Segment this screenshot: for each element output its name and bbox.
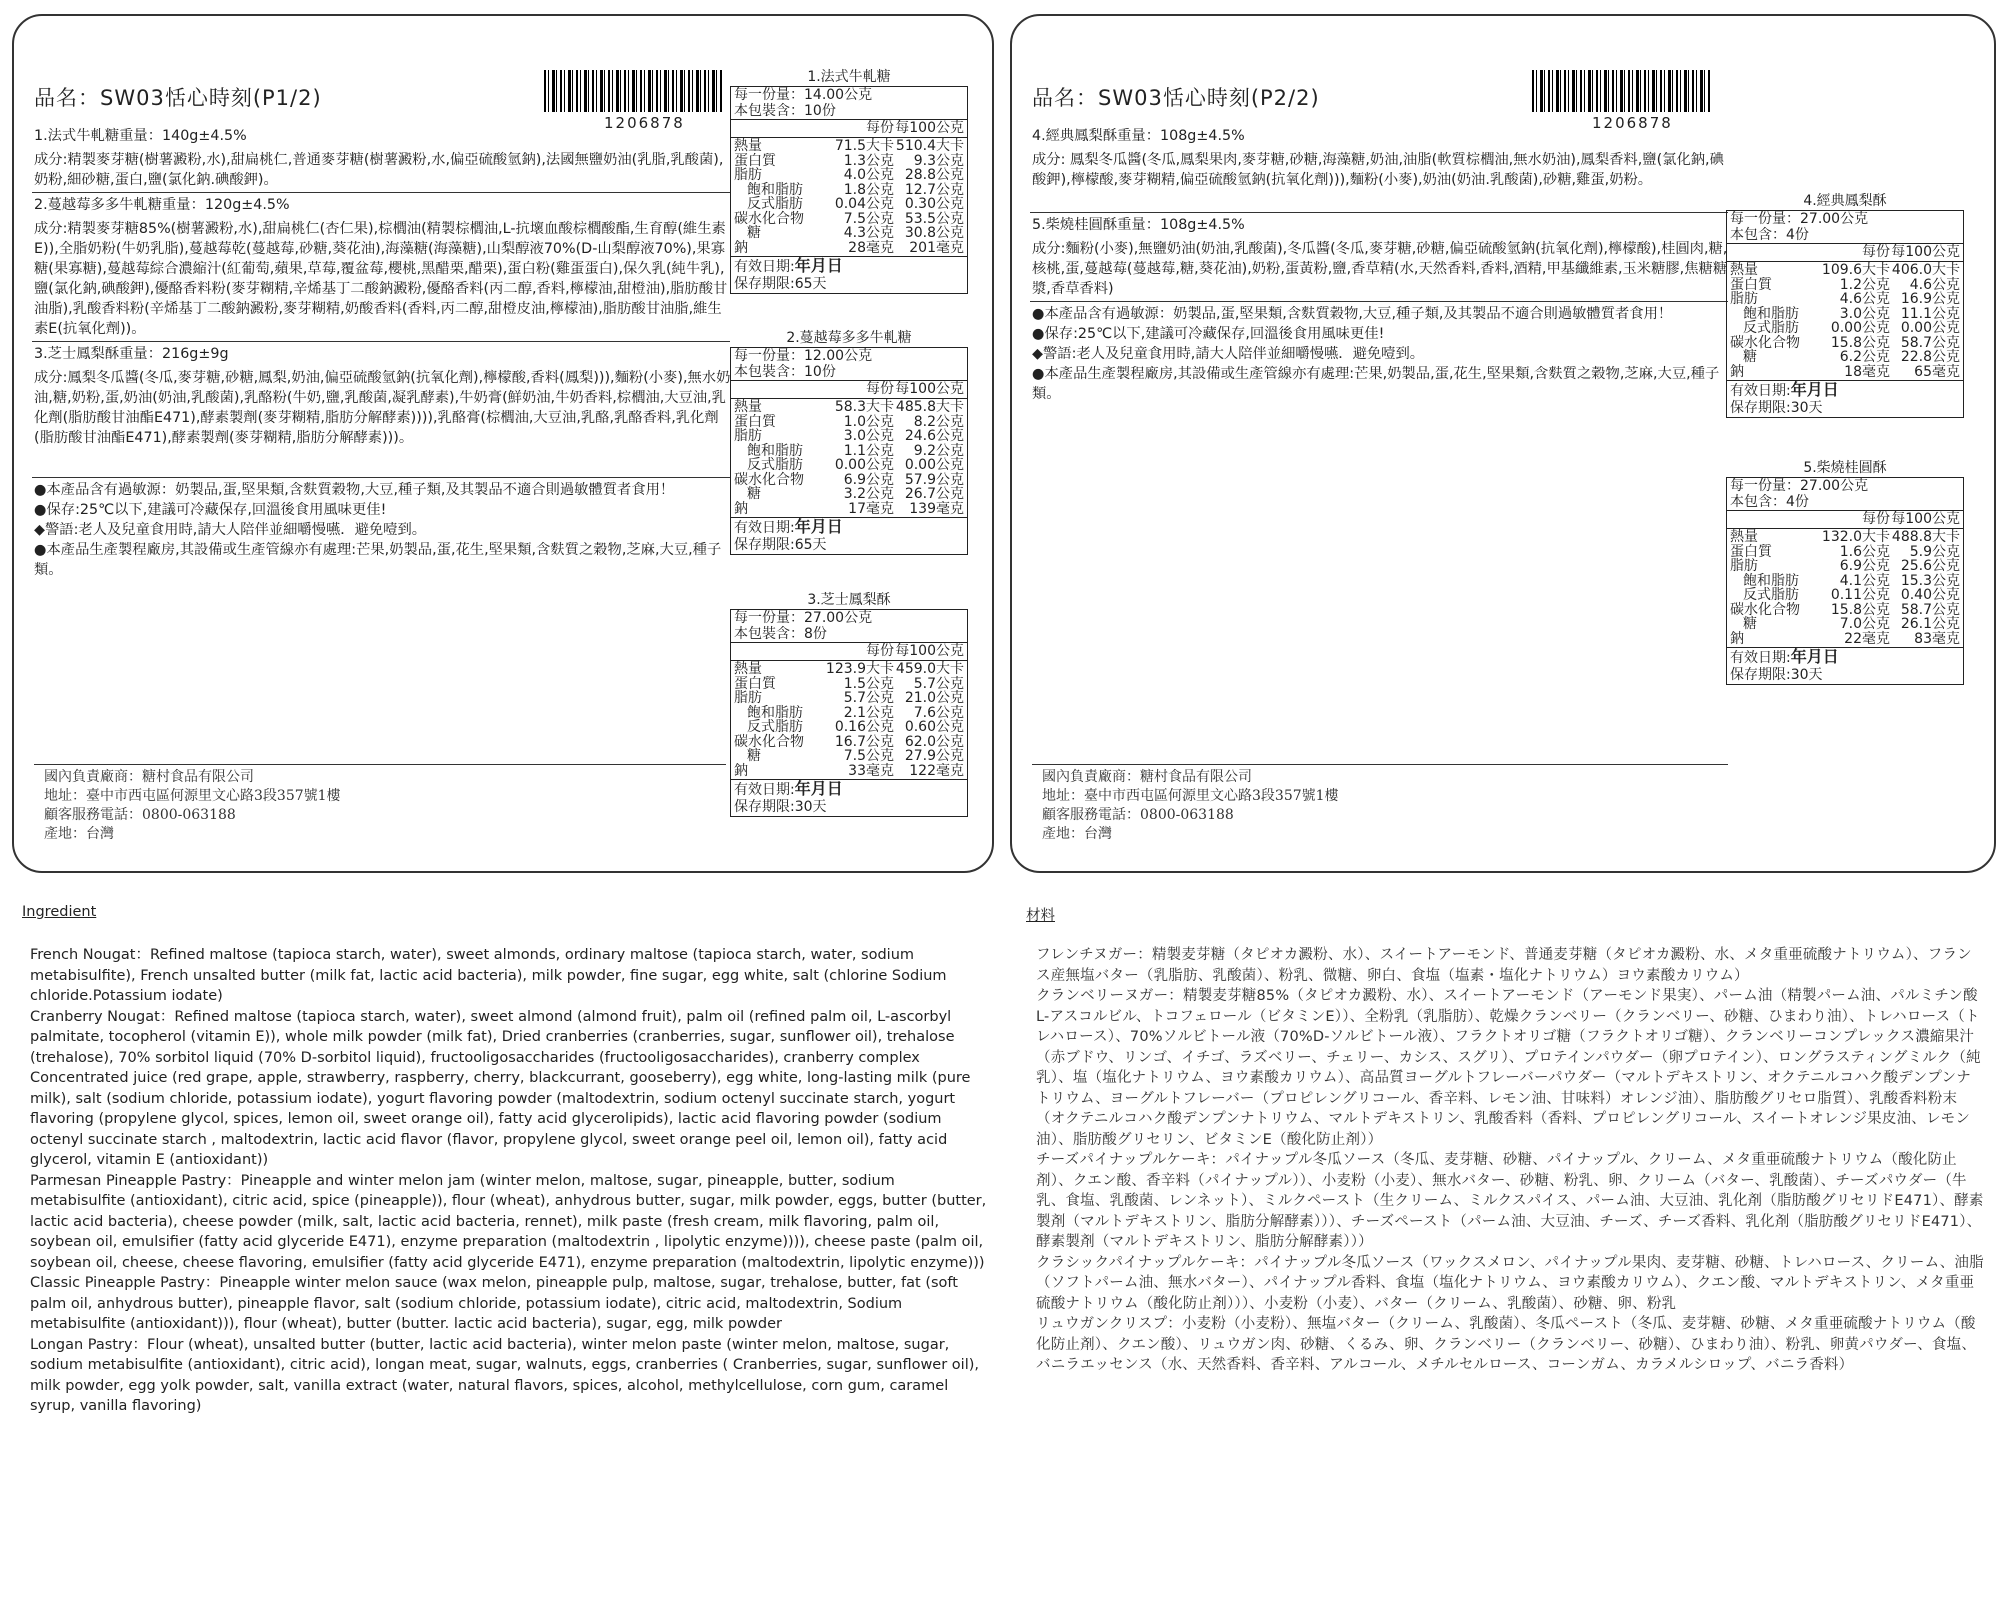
ingredients-block	[34, 195, 734, 343]
nutrient-per-100g: 485.8大卡	[895, 399, 964, 415]
nutrient-row	[1727, 321, 1963, 336]
product-heading: 5.柴燒桂圓酥重量：108g±4.5%	[1032, 217, 1245, 233]
barcode-icon	[1532, 70, 1712, 112]
column-header	[1727, 244, 1963, 262]
customer-service-phone: 顧客服務電話：0800-063188	[44, 807, 236, 823]
nutrition-frame	[730, 609, 968, 817]
nutrient-per-100g: 28.8公克	[904, 167, 964, 183]
serving-size: 每一份量：27.00公克	[1730, 478, 1869, 494]
expiry-date: 有效日期:年月日	[734, 517, 843, 536]
nutrient-per-100g: 9.2公克	[913, 442, 964, 459]
nutrient-name: 飽和脂肪	[747, 442, 803, 459]
nutrient-per-serving: 3.2公克	[843, 486, 894, 502]
product-ingredients: 成分:鳳梨冬瓜醬(冬瓜,麥芽糖,砂糖,鳳梨,奶油,偏亞硫酸氫鈉(抗氧化劑),檸檬酸,香料(鳳梨))),麵粉(小麥),無水奶油,糖,奶粉,蛋,奶油(奶油,乳酸菌),乳酪粉(牛奶,鹽,乳酸菌,凝乳酵素),牛奶膏(鮮奶油,牛奶香料,棕櫚油,大豆油,乳化劑(脂肪酸甘油酯E471),酵素製劑(麥芽糊精,脂肪分解酵素)))),乳酪膏(棕櫚油,大豆油,乳酪,乳酪香料,乳化劑(脂肪酸甘油酯E471),酵素製劑(麥芽糊精,脂肪分解酵素)))。	[34, 370, 731, 446]
nutrient-row	[1727, 307, 1963, 322]
nutrient-name: 鈉	[1730, 363, 1744, 380]
nutrient-name: 脂肪	[734, 690, 762, 706]
serving-count: 本包裝含：10份	[734, 103, 836, 119]
nutrient-per-serving: 6.9公克	[1839, 558, 1890, 574]
nutrient-per-serving: 2.1公克	[843, 704, 894, 721]
nutrient-per-serving: 7.5公克	[843, 748, 894, 764]
expiry-date: 有效日期:年月日	[734, 779, 843, 798]
nutrient-per-100g: 8.2公克	[913, 413, 964, 430]
nutrient-row	[731, 212, 967, 227]
english-item: French Nougat：Refined maltose (tapioca starch, water), sweet almonds, ordinary maltose (tapioca starch, water, sodium metabisulfite), French unsalted butter (milk fat, lactic acid bacteria), milk powder, fine sugar, egg white, salt (chlorine Sodium chloride.Potassium iodate)	[30, 947, 947, 1004]
nutrient-name: 碳水化合物	[734, 733, 804, 750]
storage-note: ●保存:25℃以下,建議可冷藏保存,回溫後食用風味更佳!	[34, 502, 387, 518]
nutrient-name: 反式脂肪	[1743, 320, 1799, 336]
dates	[1727, 381, 1963, 417]
column-header	[731, 381, 967, 399]
nutrient-row	[731, 415, 967, 430]
ingredients-block	[34, 126, 734, 194]
product-heading: 3.芝士鳳梨酥重量：216g±9g	[34, 346, 229, 362]
nutrient-per-100g: 4.6公克	[1909, 276, 1960, 293]
label-panel-p2	[1010, 14, 1996, 873]
nutrient-per-serving: 4.3公克	[843, 225, 894, 241]
nutrient-row	[1727, 603, 1963, 618]
expiry-date: 有效日期:年月日	[1730, 380, 1839, 399]
nutrient-name: 飽和脂肪	[1743, 572, 1799, 589]
nutrient-per-100g: 83毫克	[1914, 630, 1960, 647]
nutrient-row	[1727, 617, 1963, 632]
nutrition-table	[730, 329, 968, 555]
nutrient-per-100g: 21.0公克	[904, 690, 964, 706]
manufacturer-name: 國內負責廠商：糖村食品有限公司	[44, 769, 254, 785]
divider	[32, 477, 730, 478]
nutrient-row	[731, 502, 967, 517]
nutrient-name: 碳水化合物	[1730, 601, 1800, 618]
nutrient-per-serving: 71.5大卡	[834, 138, 894, 154]
serving-size: 每一份量：27.00公克	[734, 610, 873, 626]
column-header	[731, 120, 967, 138]
nutrient-per-100g: 12.7公克	[904, 181, 964, 198]
nutrient-row	[1727, 336, 1963, 351]
nutrition-frame	[730, 347, 968, 555]
nutrient-per-100g: 25.6公克	[1900, 558, 1960, 574]
nutrient-per-100g: 0.00公克	[904, 457, 964, 473]
allergen-note: ●本產品含有過敏源：奶製品,蛋,堅果類,含麩質穀物,大豆,種子類,及其製品不適合則過敏體質者食用！	[1032, 306, 1673, 322]
nutrient-row	[1727, 292, 1963, 307]
col-per-serving: 每份	[866, 643, 894, 659]
nutrient-name: 糖	[747, 225, 761, 241]
allergen-note: ●本產品含有過敏源：奶製品,蛋,堅果類,含麩質穀物,大豆,種子類,及其製品不適合則過敏體質者食用！	[34, 482, 675, 498]
nutrient-name: 糖	[747, 748, 761, 764]
nutrient-row	[731, 720, 967, 735]
nutrient-per-serving: 17毫克	[848, 500, 894, 517]
nutrition-frame	[1726, 210, 1964, 418]
nutrient-name: 熱量	[734, 661, 762, 677]
product-heading: 2.蔓越莓多多牛軋糖重量：120g±4.5%	[34, 197, 290, 213]
nutrient-name: 蛋白質	[734, 675, 776, 692]
nutrient-name: 反式脂肪	[747, 196, 803, 212]
nutrient-row	[1727, 588, 1963, 603]
serving-info	[731, 610, 967, 643]
nutrient-per-100g: 65毫克	[1914, 363, 1960, 380]
nutrient-name: 反式脂肪	[1743, 587, 1799, 603]
japanese-ingredients	[1036, 945, 1984, 1376]
nutrient-per-100g: 57.9公克	[904, 471, 964, 488]
nutrient-name: 碳水化合物	[734, 471, 804, 488]
english-ingredients	[30, 945, 990, 1417]
nutrient-per-serving: 1.8公克	[843, 181, 894, 198]
nutrient-name: 糖	[747, 486, 761, 502]
nutrient-per-serving: 1.2公克	[1839, 276, 1890, 293]
nutrition-table	[730, 591, 968, 817]
nutrient-name: 碳水化合物	[1730, 334, 1800, 351]
dates	[731, 780, 967, 816]
nutrient-name: 脂肪	[734, 167, 762, 183]
nutrient-name: 蛋白質	[734, 413, 776, 430]
nutrient-name: 蛋白質	[1730, 543, 1772, 560]
nutrient-name: 熱量	[1730, 262, 1758, 278]
nutrition-title: 1.法式牛軋糖	[807, 69, 891, 85]
nutrient-per-serving: 1.3公克	[843, 152, 894, 169]
nutrient-name: 糖	[1743, 349, 1757, 365]
notes-block	[1032, 304, 1732, 404]
origin: 產地：台灣	[44, 826, 114, 842]
english-item: Parmesan Pineapple Pastry：Pineapple and winter melon jam (winter melon, maltose, sugar, pineapple, butter, sodium metabisulfite (antioxidant), citric acid, spice (pineapple)), flour (wheat), anhydrous butter, sugar, milk powder, eggs, butter (butter, lactic acid bacteria), cheese powder (milk, salt, lactic acid bacteria, rennet), milk paste (fresh cream, milk flavoring, palm oil, soybean oil, emulsifier (fatty acid glyceride E471), enzyme preparation (maltodextrin , lipolytic enzyme)))), cheese paste (palm oil, soybean oil, cheese, cheese flavoring, emulsifier (fatty acid glyceride E471), enzyme preparation (maltodextrin, lipolytic enzyme)))	[30, 1172, 987, 1271]
nutrient-row	[1727, 574, 1963, 589]
nutrient-row	[731, 735, 967, 750]
product-heading: 4.經典鳳梨酥重量：108g±4.5%	[1032, 128, 1245, 144]
nutrient-per-serving: 1.1公克	[843, 442, 894, 459]
product-ingredients: 成分:精製麥芽糖85%(樹薯澱粉,水),甜扁桃仁(杏仁果),棕櫚油(精製棕櫚油,L-抗壞血酸棕櫚酸酯,生育醇(維生素E)),全脂奶粉(牛奶乳脂),蔓越莓乾(蔓越莓,砂糖,葵花油),海藻糖(海藻糖),山梨醇液70%(D-山梨醇液70%),果寡糖(果寡糖),蔓越莓綜合濃縮汁(紅葡萄,蘋果,草莓,覆盆莓,櫻桃,黑醋栗,醋栗),蛋白粉(雞蛋蛋白),保久乳(純牛乳),鹽(氯化鈉,碘酸鉀),優酪香料粉(麥芽糊精,辛烯基丁二酸鈉澱粉,優酪香料(丙二醇,香料,檸檬油,甜橙油),脂肪酸甘油脂),乳酸香料粉(辛烯基丁二酸鈉澱粉,麥芽糊精,奶酸香料(香料,丙二醇,甜橙皮油,檸檬油),脂肪酸甘油脂,維生素E(抗氧化劑))。	[34, 221, 728, 337]
divider	[1030, 212, 1728, 213]
nutrient-row	[731, 168, 967, 183]
nutrient-name: 熱量	[1730, 529, 1758, 545]
nutrient-per-serving: 1.5公克	[843, 675, 894, 692]
nutrient-per-serving: 0.00公克	[834, 457, 894, 473]
nutrient-per-100g: 0.30公克	[904, 196, 964, 212]
nutrient-per-100g: 26.7公克	[904, 486, 964, 502]
nutrient-name: 脂肪	[1730, 291, 1758, 307]
nutrient-per-100g: 0.60公克	[904, 719, 964, 735]
nutrient-rows	[731, 399, 967, 518]
nutrient-name: 碳水化合物	[734, 210, 804, 227]
column-header	[731, 643, 967, 661]
nutrient-per-100g: 5.7公克	[913, 675, 964, 692]
nutrient-row	[731, 691, 967, 706]
nutrient-name: 鈉	[734, 239, 748, 256]
ingredients-block	[1032, 215, 1732, 303]
nutrient-row	[731, 400, 967, 415]
japanese-item: クラシックパイナップルケーキ：パイナップル冬瓜ソース（ワックスメロン、パイナップル果肉、麦芽糖、砂糖、トレハロース、クリーム、油脂（ソフトパーム油、無水バター）、パイナップル香料、食塩（塩化ナトリウム、ヨウ素酸カリウム）、クエン酸、マルトデキストリン、メタ重亜硫酸ナトリウム（酸化防止剤）））、小麦粉（小麦）、バター（クリーム、乳酸菌）、砂糖、卵、粉乳	[1036, 1254, 1984, 1312]
shelf-life: 保存期限:65天	[734, 276, 827, 292]
col-per-100g: 每100公克	[895, 120, 964, 136]
nutrient-name: 蛋白質	[734, 152, 776, 169]
serving-count: 本包裝含：8份	[734, 626, 827, 642]
col-per-serving: 每份	[866, 120, 894, 136]
manufacturer-info	[1042, 768, 1339, 844]
japanese-heading: 材料	[1026, 908, 1055, 924]
nutrient-per-serving: 28毫克	[848, 239, 894, 256]
nutrient-per-serving: 7.0公克	[1839, 616, 1890, 632]
nutrient-row	[731, 226, 967, 241]
nutrient-per-serving: 123.9大卡	[825, 661, 894, 677]
nutrient-row	[731, 764, 967, 779]
nutrient-per-serving: 4.1公克	[1839, 572, 1890, 589]
product-heading: 1.法式牛軋糖重量：140g±4.5%	[34, 128, 247, 144]
nutrient-per-100g: 201毫克	[909, 239, 964, 256]
nutrient-row	[731, 429, 967, 444]
col-per-100g: 每100公克	[895, 643, 964, 659]
serving-count: 本包含：4份	[1730, 494, 1809, 510]
nutrition-title: 2.蔓越莓多多牛軋糖	[786, 330, 912, 346]
nutrient-row	[1727, 365, 1963, 380]
nutrient-row	[731, 749, 967, 764]
nutrient-per-100g: 16.9公克	[1900, 291, 1960, 307]
nutrient-name: 飽和脂肪	[747, 181, 803, 198]
col-per-serving: 每份	[1862, 244, 1890, 260]
divider	[32, 341, 730, 342]
warning-note: ◆警語:老人及兒童食用時,請大人陪伴並細嚼慢嚥．避免噎到。	[34, 522, 427, 538]
nutrient-row	[731, 458, 967, 473]
barcode-number: 1206878	[604, 114, 685, 132]
english-item: Longan Pastry：Flour (wheat), unsalted butter (butter, lactic acid bacteria), winter melon paste (winter melon, maltose, sugar, sodium metabisulfite (antioxidant), citric acid), longan meat, sugar, walnuts, eggs, cranberries ( Cranberries, sugar, sunflower oil), milk powder, egg yolk powder, salt, vanilla extract (water, natural flavors, spices, alcohol, methylcellulose, corn gum, caramel syrup, vanilla flavoring)	[30, 1336, 979, 1414]
nutrient-per-serving: 58.3大卡	[834, 399, 894, 415]
facility-note: ●本產品生產製程廠房,其設備或生產管線亦有處理:芒果,奶製品,蛋,花生,堅果類,含麩質之穀物,芝麻,大豆,種子類。	[1032, 366, 1720, 402]
storage-note: ●保存:25℃以下,建議可冷藏保存,回溫後食用風味更佳!	[1032, 326, 1385, 342]
nutrient-per-serving: 0.04公克	[834, 196, 894, 212]
nutrient-name: 蛋白質	[1730, 276, 1772, 293]
origin: 產地：台灣	[1042, 826, 1112, 842]
label-panel-p1	[12, 14, 994, 873]
dates	[731, 518, 967, 554]
product-title: 品名：SW03恬心時刻(P2/2)	[1032, 86, 1320, 110]
nutrient-per-100g: 122毫克	[909, 762, 964, 779]
nutrient-per-serving: 1.6公克	[1839, 543, 1890, 560]
shelf-life: 保存期限:30天	[1730, 667, 1823, 683]
nutrient-name: 反式脂肪	[747, 719, 803, 735]
nutrient-per-100g: 7.6公克	[913, 704, 964, 721]
nutrient-per-100g: 0.40公克	[1900, 587, 1960, 603]
nutrient-row	[1727, 632, 1963, 647]
nutrition-title: 3.芝士鳳梨酥	[807, 592, 891, 608]
barcode-number: 1206878	[1592, 114, 1673, 132]
nutrient-rows	[731, 661, 967, 780]
column-header	[1727, 511, 1963, 529]
nutrient-per-serving: 132.0大卡	[1821, 529, 1890, 545]
nutrient-name: 飽和脂肪	[747, 704, 803, 721]
nutrient-per-serving: 4.0公克	[843, 167, 894, 183]
divider	[32, 192, 730, 193]
nutrient-row	[731, 662, 967, 677]
serving-info	[1727, 211, 1963, 244]
nutrition-table	[730, 68, 968, 294]
nutrient-per-serving: 33毫克	[848, 762, 894, 779]
english-item: Classic Pineapple Pastry：Pineapple winter melon sauce (wax melon, pineapple pulp, maltose, sugar, trehalose, butter, fat (soft palm oil, anhydrous butter), pineapple flavor, salt (sodium chloride, potassium iodate), citric acid, maltodextrin, Sodium metabisulfite (antioxidant))), flour (wheat), butter (butter. lactic acid bacteria), sugar, egg, milk powder	[30, 1275, 958, 1332]
serving-size: 每一份量：27.00公克	[1730, 211, 1869, 227]
nutrient-per-100g: 30.8公克	[904, 225, 964, 241]
divider	[1032, 764, 1728, 765]
serving-size: 每一份量：12.00公克	[734, 348, 873, 364]
japanese-item: クランベリーヌガー：精製麦芽糖85%（タピオカ澱粉、水）、スイートアーモンド（アーモンド果実）、パーム油（精製パーム油、パルミチン酸L-アスコルビル、トコフェロール（ビタミンE））、全粉乳（乳脂肪）、乾燥クランベリー（クランベリー、砂糖、ひまわり油）、トレハロース（トレハロース）、70%ソルビトール液（70%D-ソルビトール液）、フラクトオリゴ糖（フラクトオリゴ糖）、クランベリーコンプレックス濃縮果汁（赤ブドウ、リンゴ、イチゴ、ラズベリー、チェリー、カシス、スグリ）、プロテインパウダー（卵プロテイン）、ロングラスティングミルク（純乳）、塩（塩化ナトリウム、ヨウ素酸カリウム）、高品質ヨーグルトフレーバーパウダー（マルトデキストリン、オクテニルコハク酸デンプンナトリウム、ヨーグルトフレーバー（プロピレングリコール、香辛料、レモン油、甘味料）オレンジ油）、脂肪酸グリセロ脂質）、乳酸香料粉末（オクテニルコハク酸デンプンナトリウム、マルトデキストリン、乳酸香料（香料、プロピレングリコール、スイートオレンジ果皮油、レモン油）、脂肪酸グリセリン、ビタミンE（酸化防止剤））	[1036, 988, 1981, 1148]
col-per-100g: 每100公克	[1891, 244, 1960, 260]
nutrient-name: 飽和脂肪	[1743, 305, 1799, 322]
nutrient-per-serving: 109.6大卡	[1821, 262, 1890, 278]
english-heading: Ingredient	[22, 904, 97, 920]
nutrient-row	[731, 473, 967, 488]
nutrient-row	[731, 677, 967, 692]
nutrient-per-serving: 1.0公克	[843, 413, 894, 430]
nutrient-per-serving: 0.16公克	[834, 719, 894, 735]
japanese-item: チーズパイナップルケーキ：パイナップル冬瓜ソース（冬瓜、麦芽糖、砂糖、パイナップル、クリーム、メタ重亜硫酸ナトリウム（酸化防止剤）、クエン酸、香辛料（パイナップル））、小麦粉（小麦）、無水バター、砂糖、粉乳、卵、クリーム（バター、乳酸菌）、チーズパウダー（牛乳、食塩、乳酸菌、レンネット）、ミルクペースト（生クリーム、ミルクスパイス、パーム油、大豆油、乳化剤（脂肪酸グリセリドE471）、酵素製剤（マルトデキストリン、脂肪分解酵素）））、チーズペースト（パーム油、大豆油、チーズ、チーズ香料、乳化剤（脂肪酸グリセリドE471）、酵素製剤（マルトデキストリン、脂肪分解酵素）））	[1036, 1152, 1984, 1250]
nutrient-row	[731, 706, 967, 721]
nutrition-frame	[1726, 477, 1964, 685]
nutrition-frame	[730, 86, 968, 294]
nutrient-per-100g: 62.0公克	[904, 733, 964, 750]
nutrient-per-100g: 27.9公克	[904, 748, 964, 764]
nutrient-per-serving: 0.00公克	[1830, 320, 1890, 336]
nutrient-row	[731, 154, 967, 169]
nutrient-row	[1727, 350, 1963, 365]
nutrient-per-serving: 22毫克	[1844, 630, 1890, 647]
customer-service-phone: 顧客服務電話：0800-063188	[1042, 807, 1234, 823]
nutrient-name: 鈉	[1730, 630, 1744, 647]
nutrient-row	[731, 139, 967, 154]
manufacturer-name: 國內負責廠商：糖村食品有限公司	[1042, 769, 1252, 785]
nutrient-name: 鈉	[734, 500, 748, 517]
nutrient-per-100g: 139毫克	[909, 500, 964, 517]
shelf-life: 保存期限:30天	[1730, 400, 1823, 416]
nutrient-row	[731, 197, 967, 212]
nutrient-per-100g: 53.5公克	[904, 210, 964, 227]
nutrient-rows	[1727, 529, 1963, 648]
dates	[1727, 648, 1963, 684]
col-per-serving: 每份	[866, 381, 894, 397]
divider	[1030, 301, 1728, 302]
nutrition-table	[1726, 192, 1964, 418]
nutrition-title: 5.柴燒桂圓酥	[1803, 460, 1887, 476]
nutrient-per-100g: 406.0大卡	[1891, 262, 1960, 278]
barcode-icon	[544, 70, 724, 112]
nutrient-row	[1727, 559, 1963, 574]
nutrient-rows	[1727, 262, 1963, 381]
serving-info	[731, 348, 967, 381]
manufacturer-address: 地址：臺中市西屯區何源里文心路3段357號1樓	[1042, 788, 1339, 804]
product-ingredients: 成分:精製麥芽糖(樹薯澱粉,水),甜扁桃仁,普通麥芽糖(樹薯澱粉,水,偏亞硫酸氫鈉),法國無鹽奶油(乳脂,乳酸菌),奶粉,細砂糖,蛋白,鹽(氯化鈉.碘酸鉀)。	[34, 152, 724, 188]
expiry-date: 有效日期:年月日	[1730, 647, 1839, 666]
nutrient-name: 糖	[1743, 616, 1757, 632]
nutrient-per-100g: 22.8公克	[1900, 349, 1960, 365]
serving-info	[731, 87, 967, 120]
nutrient-per-serving: 16.7公克	[834, 733, 894, 750]
nutrient-per-100g: 510.4大卡	[895, 138, 964, 154]
nutrient-per-serving: 0.11公克	[1830, 587, 1890, 603]
japanese-item: フレンチヌガー：精製麦芽糖（タピオカ澱粉、水）、スイートアーモンド、普通麦芽糖（タピオカ澱粉、水、メタ重亜硫酸ナトリウム）、フランス産無塩バター（乳脂肪、乳酸菌）、粉乳、微糖、卵白、食塩（塩素・塩化ナトリウム）ヨウ素酸カリウム）	[1036, 947, 1972, 984]
col-per-100g: 每100公克	[895, 381, 964, 397]
nutrient-per-100g: 58.7公克	[1900, 334, 1960, 351]
nutrient-per-serving: 15.8公克	[1830, 601, 1890, 618]
nutrient-per-100g: 459.0大卡	[895, 661, 964, 677]
nutrient-per-100g: 9.3公克	[913, 152, 964, 169]
nutrient-name: 反式脂肪	[747, 457, 803, 473]
nutrient-row	[1727, 530, 1963, 545]
nutrient-row	[1727, 278, 1963, 293]
nutrient-per-serving: 5.7公克	[843, 690, 894, 706]
nutrient-per-serving: 4.6公克	[1839, 291, 1890, 307]
nutrient-per-100g: 24.6公克	[904, 428, 964, 444]
english-item: Cranberry Nougat：Refined maltose (tapioca starch, water), sweet almond (almond fruit), palm oil (refined palm oil, L-ascorbyl palmitate, tocopherol (vitamin E)), whole milk powder (milk fat), Dried cranberries (cranberries, sugar, sunflower oil), trehalose (trehalose), 70% sorbitol liquid (70% D-sorbitol liquid), fructooligosaccharides (fructooligosaccharides), cranberry complex Concentrated juice (red grape, apple, strawberry, raspberry, cherry, blackcurrant, gooseberry), egg white, long-lasting milk (pure milk), salt (sodium chloride, potassium iodate), yogurt flavoring powder (maltodextrin, sodium octenyl succinate starch, yogurt flavoring (propylene glycol, spices, lemon oil, sweet orange oil), fatty acid glycerolipids), lactic acid flavoring powder (sodium octenyl succinate starch , maltodextrin, lactic acid flavor (flavor, propylene glycol, sweet orange peel oil, lemon oil), fatty acid glycerol, vitamin E (antioxidant))	[30, 1008, 971, 1168]
nutrient-row	[1727, 263, 1963, 278]
nutrient-name: 脂肪	[734, 428, 762, 444]
serving-info	[1727, 478, 1963, 511]
nutrient-per-100g: 26.1公克	[1900, 616, 1960, 632]
nutrient-per-100g: 488.8大卡	[1891, 529, 1960, 545]
product-ingredients: 成分:麵粉(小麥),無鹽奶油(奶油,乳酸菌),冬瓜醬(冬瓜,麥芽糖,砂糖,偏亞硫酸氫鈉(抗氧化劑),檸檬酸),桂圓肉,糖,核桃,蛋,蔓越莓(蔓越莓,糖,葵花油),奶粉,蛋黃粉,鹽,香草精(水,天然香料,香料,酒精,甲基纖維素,玉米糖膠,焦糖糖漿,香草香料)	[1032, 241, 1728, 297]
shelf-life: 保存期限:30天	[734, 799, 827, 815]
divider	[34, 764, 726, 765]
manufacturer-info	[44, 768, 341, 844]
nutrient-per-100g: 5.9公克	[1909, 543, 1960, 560]
nutrition-title: 4.經典鳳梨酥	[1803, 193, 1887, 209]
nutrient-per-serving: 3.0公克	[843, 428, 894, 444]
nutrient-row	[731, 487, 967, 502]
ingredients-block	[1032, 126, 1732, 194]
col-per-serving: 每份	[1862, 511, 1890, 527]
dates	[731, 257, 967, 293]
nutrient-per-serving: 15.8公克	[1830, 334, 1890, 351]
serving-count: 本包含：4份	[1730, 227, 1809, 243]
nutrient-per-serving: 7.5公克	[843, 210, 894, 227]
col-per-100g: 每100公克	[1891, 511, 1960, 527]
nutrient-row	[731, 444, 967, 459]
nutrient-per-100g: 15.3公克	[1900, 572, 1960, 589]
nutrient-name: 熱量	[734, 138, 762, 154]
nutrient-rows	[731, 138, 967, 257]
nutrient-per-serving: 6.2公克	[1839, 349, 1890, 365]
nutrient-row	[731, 241, 967, 256]
product-title: 品名：SW03恬心時刻(P1/2)	[34, 86, 322, 110]
shelf-life: 保存期限:65天	[734, 537, 827, 553]
expiry-date: 有效日期:年月日	[734, 256, 843, 275]
manufacturer-address: 地址：臺中市西屯區何源里文心路3段357號1樓	[44, 788, 341, 804]
nutrient-name: 熱量	[734, 399, 762, 415]
serving-count: 本包裝含：10份	[734, 364, 836, 380]
facility-note: ●本產品生產製程廠房,其設備或生產管線亦有處理:芒果,奶製品,蛋,花生,堅果類,含麩質之穀物,芝麻,大豆,種子類。	[34, 542, 722, 578]
japanese-item: リュウガンクリスプ：小麦粉（小麦粉）、無塩バター（クリーム、乳酸菌）、冬瓜ペースト（冬瓜、麦芽糖、砂糖、メタ重亜硫酸ナトリウム（酸化防止剤）、クエン酸）、リュウガン肉、砂糖、くるみ、卵、クランベリー（クランベリー、砂糖）、ひまわり油）、粉乳、卵黄パウダー、食塩、バニラエッセンス（水、天然香料、香辛料、アルコール、メチルセルロース、コーンガム、カラメルシロップ、バニラ香料）	[1036, 1316, 1977, 1373]
serving-size: 每一份量：14.00公克	[734, 87, 873, 103]
nutrient-per-serving: 3.0公克	[1839, 305, 1890, 322]
nutrient-per-serving: 18毫克	[1844, 363, 1890, 380]
nutrient-name: 脂肪	[1730, 558, 1758, 574]
ingredients-block	[34, 344, 734, 452]
nutrient-per-serving: 6.9公克	[843, 471, 894, 488]
notes-block	[34, 480, 734, 580]
nutrient-per-100g: 58.7公克	[1900, 601, 1960, 618]
nutrient-per-100g: 0.00公克	[1900, 320, 1960, 336]
nutrient-name: 鈉	[734, 762, 748, 779]
nutrient-row	[1727, 545, 1963, 560]
product-ingredients: 成分: 鳳梨冬瓜醬(冬瓜,鳳梨果肉,麥芽糖,砂糖,海藻糖,奶油,油脂(軟質棕櫚油,無水奶油),鳳梨香料,鹽(氯化鈉,碘酸鉀),檸檬酸,麥芽糊精,偏亞硫酸氫鈉(抗氧化劑))),麵粉(小麥),奶油(奶油.乳酸菌),砂糖,雞蛋,奶粉。	[1032, 152, 1724, 188]
warning-note: ◆警語:老人及兒童食用時,請大人陪伴並細嚼慢嚥．避免噎到。	[1032, 346, 1425, 362]
nutrition-table	[1726, 459, 1964, 685]
nutrient-per-100g: 11.1公克	[1900, 305, 1960, 322]
nutrient-row	[731, 183, 967, 198]
